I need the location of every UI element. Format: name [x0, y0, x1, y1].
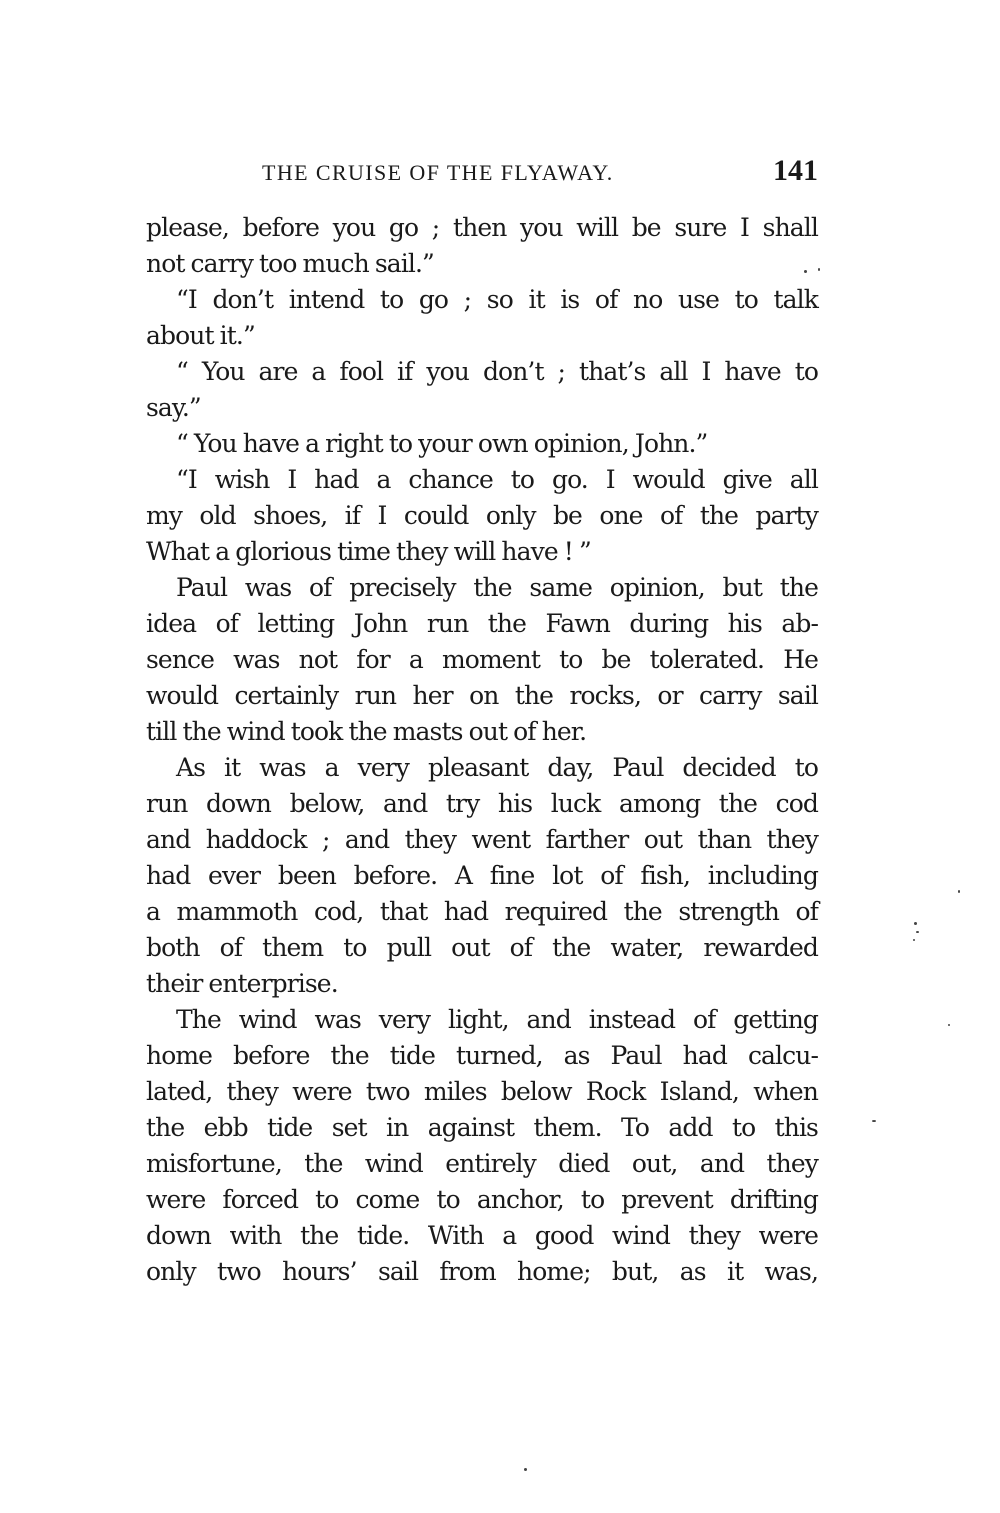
text-line: my old shoes, if I could only be one of the party — [146, 501, 818, 530]
text-line: and haddock ; and they went farther out than they — [146, 825, 818, 854]
scan-speck — [958, 890, 960, 893]
text-line: “I don’t intend to go ; so it is of no use to talk — [176, 285, 818, 314]
text-line: sence was not for a moment to be tolerated. He — [146, 645, 818, 674]
scan-speck — [913, 939, 915, 941]
text-line: only two hours’ sail from home; but, as it was, — [146, 1257, 818, 1286]
page-number: 141 — [773, 154, 818, 187]
text-line: down with the tide. With a good wind they were — [146, 1221, 818, 1250]
text-line: their enterprise. — [146, 969, 338, 998]
text-line: had ever been before. A fine lot of fish, including — [146, 861, 818, 890]
text-line: Paul was of precisely the same opinion, but the — [176, 573, 818, 602]
text-line: “I wish I had a chance to go. I would give all — [176, 465, 818, 494]
text-line: As it was a very pleasant day, Paul decided to — [176, 753, 818, 782]
text-line: “ You are a fool if you don’t ; that’s all I have to — [176, 357, 818, 386]
text-line: both of them to pull out of the water, rewarded — [146, 933, 818, 962]
running-head — [146, 154, 818, 192]
text-line: misfortune, the wind entirely died out, and they — [146, 1149, 818, 1178]
scan-speck — [914, 922, 917, 925]
text-line: home before the tide turned, as Paul had calcu- — [146, 1041, 818, 1070]
text-line: till the wind took the masts out of her. — [146, 717, 587, 746]
text-line: about it.” — [146, 321, 255, 350]
scan-speck — [818, 268, 820, 271]
text-line: idea of letting John run the Fawn during his ab- — [146, 609, 818, 638]
text-line: please, before you go ; then you will be sure I shall — [146, 213, 818, 242]
scan-speck — [948, 1024, 950, 1026]
text-line: a mammoth cod, that had required the strength of — [146, 897, 818, 926]
text-line: the ebb tide set in against them. To add to this — [146, 1113, 818, 1142]
text-line: would certainly run her on the rocks, or carry sail — [146, 681, 818, 710]
text-line: not carry too much sail.” — [146, 249, 434, 278]
text-line: run down below, and try his luck among the cod — [146, 789, 818, 818]
text-line: say.” — [146, 393, 201, 422]
running-title: THE CRUISE OF THE FLYAWAY. — [262, 160, 614, 185]
text-line: were forced to come to anchor, to prevent drifting — [146, 1185, 818, 1214]
text-line: What a glorious time they will have ! ” — [146, 537, 591, 566]
scan-speck — [804, 270, 807, 273]
scan-speck — [524, 1468, 527, 1471]
scan-speck — [872, 1120, 876, 1122]
body-text — [146, 210, 818, 1290]
scan-speck — [916, 931, 919, 933]
text-line: lated, they were two miles below Rock Island, when — [146, 1077, 818, 1106]
text-line: The wind was very light, and instead of getting — [176, 1005, 818, 1034]
text-line: “ You have a right to your own opinion, John.” — [176, 429, 708, 458]
